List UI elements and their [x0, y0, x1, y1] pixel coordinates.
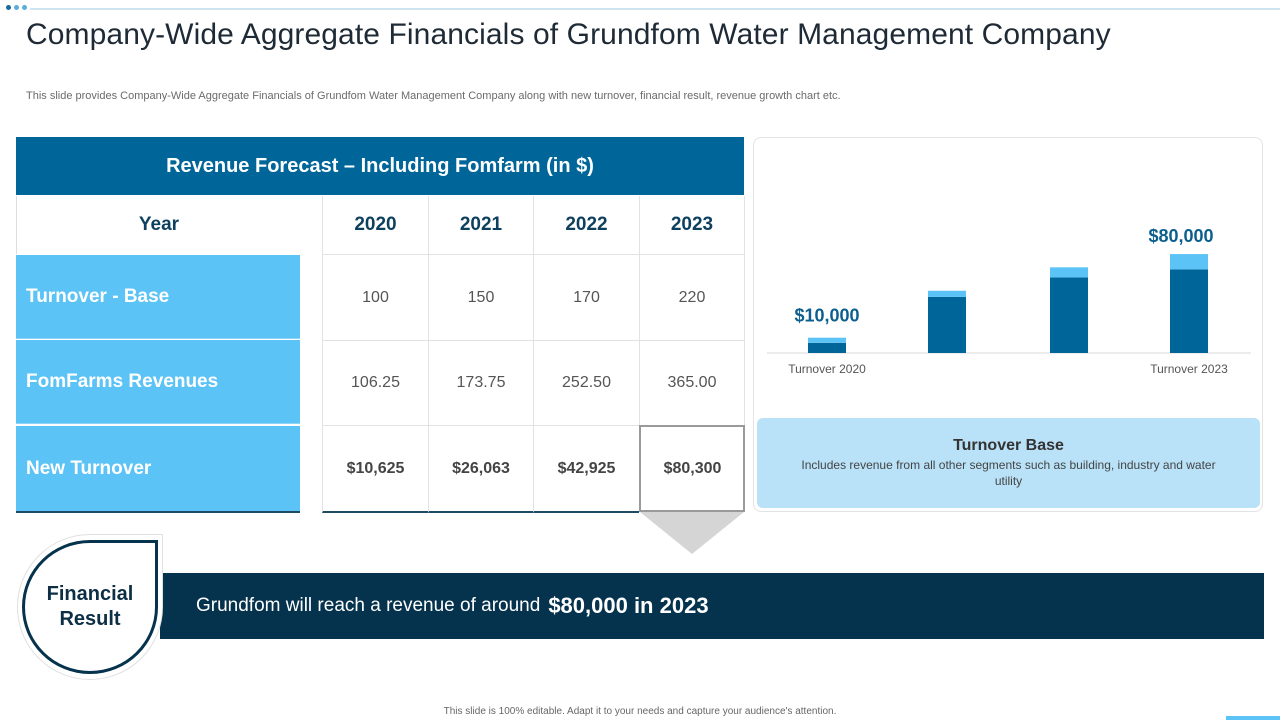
pointer-arrow	[640, 512, 744, 554]
table-cell: 170	[533, 255, 639, 341]
x-tick-label: Turnover 2023	[1150, 362, 1228, 376]
table-cell: 150	[428, 255, 533, 341]
x-tick-label: Turnover 2020	[788, 362, 866, 376]
year-2022-header: 2022	[533, 196, 639, 255]
financial-result-badge	[22, 540, 158, 674]
result-highlight: $80,000 in 2023	[548, 593, 709, 618]
table-cell: 220	[639, 255, 745, 341]
row-label-turnover-base: Turnover - Base	[16, 255, 300, 339]
year-2020-header: 2020	[322, 196, 428, 255]
row-label-new-turnover: New Turnover	[16, 426, 300, 513]
decor-dot	[14, 5, 19, 10]
bar-top	[808, 338, 846, 343]
bar-base	[1050, 278, 1088, 353]
badge-label: Financial Result	[46, 583, 134, 630]
result-banner	[160, 573, 1264, 639]
data-label: $80,000	[1148, 226, 1214, 247]
table-cell: 365.00	[639, 341, 745, 426]
highlight-box	[639, 425, 745, 512]
page-title: Company-Wide Aggregate Financials of Grundfom Water Management Company	[26, 18, 1111, 51]
table-cell: $26,063	[428, 426, 533, 513]
footer-note: This slide is 100% editable. Adapt it to your needs and capture your audience's attention.	[443, 706, 837, 717]
table-cell-highlighted: $80,300	[639, 426, 745, 512]
note-text: Includes revenue from all other segments such as building, industry and water utility	[801, 458, 1216, 488]
bar-base	[1170, 269, 1208, 353]
decor-dot	[6, 5, 11, 10]
decor-dots	[6, 5, 27, 10]
page-subtitle: This slide provides Company-Wide Aggregate Financials of Grundfom Water Management Company along with new turnover, financial result, revenue growth chart etc.	[26, 90, 841, 102]
result-text: Grundfom will reach a revenue of around	[196, 595, 541, 616]
bar-base	[928, 297, 966, 353]
top-divider	[30, 8, 1280, 10]
table-cell: $10,625	[322, 426, 428, 513]
table-cell: 252.50	[533, 341, 639, 426]
bar-top	[928, 291, 966, 297]
note-title: Turnover Base	[953, 437, 1064, 454]
bar-top	[1050, 267, 1088, 277]
data-label: $10,000	[794, 305, 860, 326]
table-cell: $42,925	[533, 426, 639, 513]
decor-dot	[22, 5, 27, 10]
table-cell: 173.75	[428, 341, 533, 426]
year-header: Year	[16, 196, 301, 254]
bar-base	[808, 343, 846, 353]
year-2021-header: 2021	[428, 196, 533, 255]
turnover-base-note	[757, 418, 1260, 508]
table-cell: 100	[322, 255, 428, 341]
table-title: Revenue Forecast – Including Fomfarm (in $)	[16, 137, 744, 195]
footer-accent	[1226, 716, 1280, 720]
table-cell: 106.25	[322, 341, 428, 426]
year-2023-header: 2023	[639, 196, 745, 255]
bar-chart	[753, 137, 1263, 407]
bar-top	[1170, 254, 1208, 269]
row-label-fomfarms-revenues: FomFarms Revenues	[16, 340, 300, 424]
